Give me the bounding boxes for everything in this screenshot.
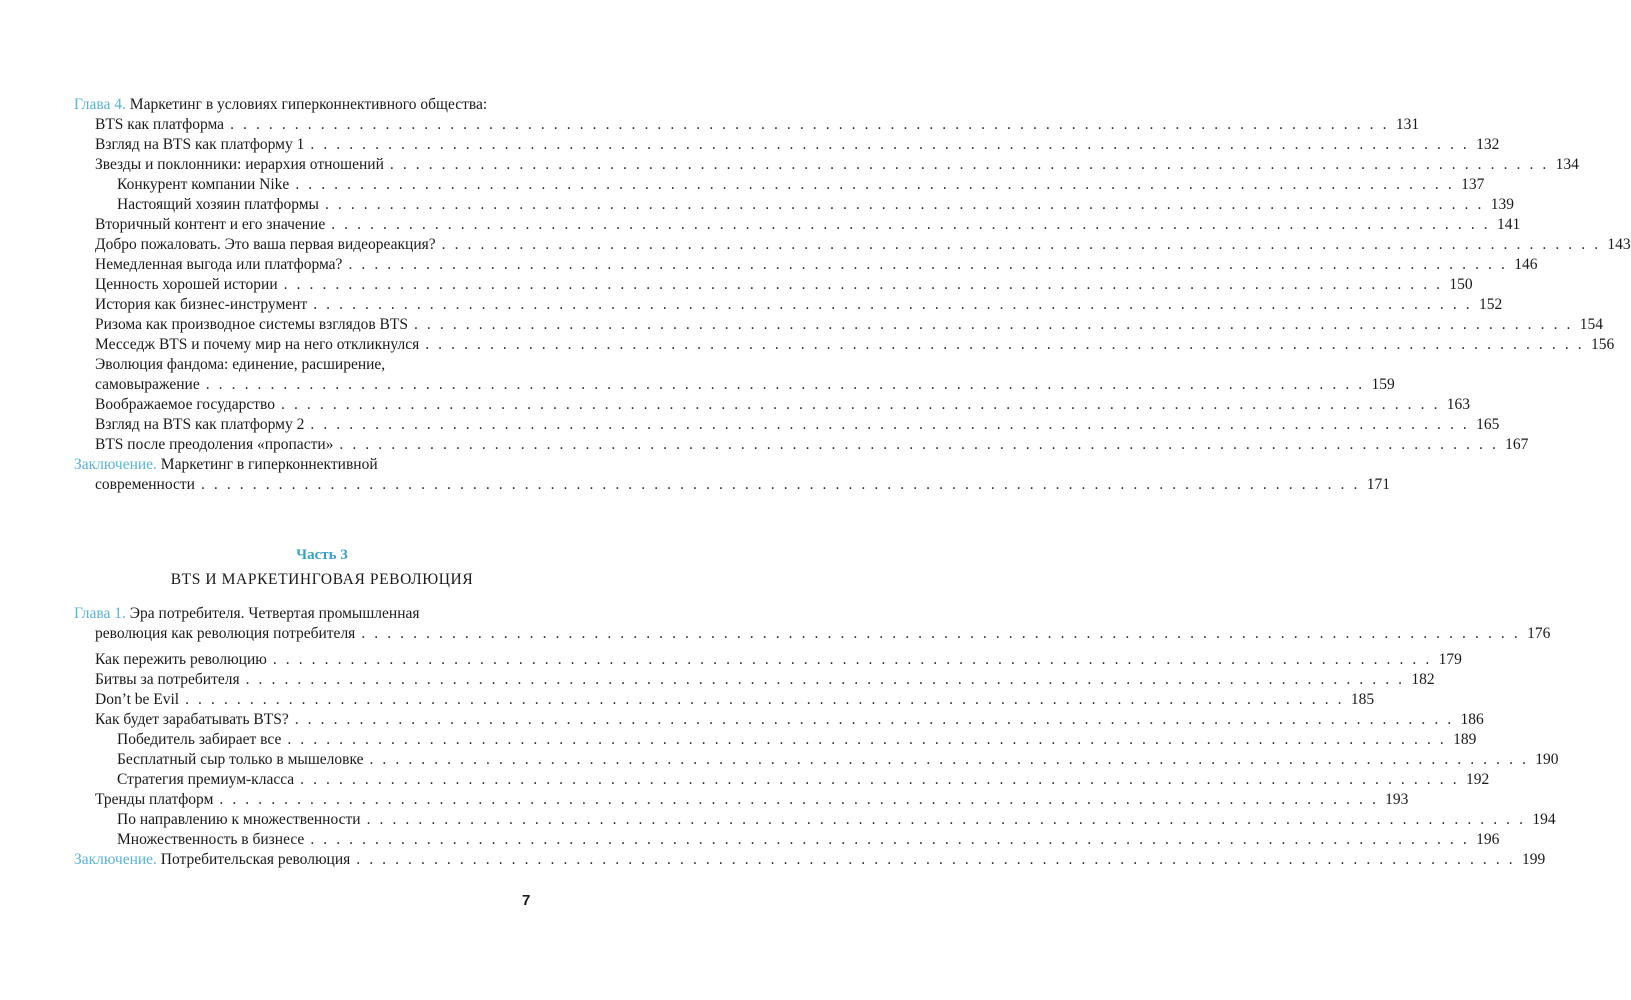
page-ref: 199 [1522,851,1546,868]
toc-entry [117,175,1485,195]
toc-entry [95,710,1484,730]
toc-entry [95,375,1395,395]
entry-title: Месседж BTS и почему мир на него откликнулся [95,336,420,353]
dot-leader: . . . . . . . . . . . . . . . . . . . . . . . . . . . . . . . . . . . . . . . . . . . . . . . . . . . . . . . . . . . . . . . . . . . . . . . . . . . . . . . . . . . . . . . . . . [281,396,1441,413]
entry-title: Взгляд на BTS как платформу 1 [95,136,305,153]
entry-title-text: Эволюция фандома: единение, расширение, [95,356,386,373]
dot-leader: . . . . . . . . . . . . . . . . . . . . . . . . . . . . . . . . . . . . . . . . . . . . . . . . . . . . . . . . . . . . . . . . . . . . . . . . . . . . . . . . . . . . . . . . . . [300,771,1460,788]
page-ref: 152 [1479,296,1503,313]
toc-entry [117,730,1477,750]
toc-entry [95,395,1471,415]
entry-title: Взгляд на BTS как платформу 2 [95,416,305,433]
dot-leader: . . . . . . . . . . . . . . . . . . . . . . . . . . . . . . . . . . . . . . . . . . . . . . . . . . . . . . . . . . . . . . . . . . . . . . . . . . . . . . . . . . . . . . . . . . [413,316,1574,333]
toc-entry [95,215,1521,235]
dot-leader: . . . . . . . . . . . . . . . . . . . . . . . . . . . . . . . . . . . . . . . . . . . . . . . . . . . . . . . . . . . . . . . . . . . . . . . . . . . . . . . . . . . . . . . . . . [425,336,1585,353]
dot-leader: . . . . . . . . . . . . . . . . . . . . . . . . . . . . . . . . . . . . . . . . . . . . . . . . . . . . . . . . . . . . . . . . . . . . . . . . . . . . . . . . . . . . . . . . . . [283,276,1443,293]
page-number: 7 [522,892,531,909]
page-ref: 141 [1497,216,1521,233]
page-ref: 193 [1385,791,1409,808]
entry-title: Настоящий хозяин платформы [117,196,319,213]
entry-title: Как будет зарабатывать BTS? [95,711,289,728]
entry-title-text: Маркетинг в условиях гиперконнективного общества: [129,96,488,113]
entry-title: Немедленная выгода или платформа? [95,256,343,273]
dot-leader: . . . . . . . . . . . . . . . . . . . . . . . . . . . . . . . . . . . . . . . . . . . . . . . . . . . . . . . . . . . . . . . . . . . . . . . . . . . . . . . . . . . . . . . . . . [295,176,1455,193]
toc-entry [117,810,1556,830]
dot-leader: . . . . . . . . . . . . . . . . . . . . . . . . . . . . . . . . . . . . . . . . . . . . . . . . . . . . . . . . . . . . . . . . . . . . . . . . . . . . . . . . . . . . . . . . . . [441,236,1601,253]
toc-entry [95,315,1604,335]
toc-entry [95,255,1538,275]
dot-leader: . . . . . . . . . . . . . . . . . . . . . . . . . . . . . . . . . . . . . . . . . . . . . . . . . . . . . . . . . . . . . . . . . . . . . . . . . . . . . . . . . . . . . . . . . . [230,116,1390,133]
dot-leader: . . . . . . . . . . . . . . . . . . . . . . . . . . . . . . . . . . . . . . . . . . . . . . . . . . . . . . . . . . . . . . . . . . . . . . . . . . . . . . . . . . . . . . . . . . [389,156,1549,173]
toc-entry [95,435,1529,455]
toc-entry [95,115,1420,135]
chapter-label: Глава 1. [74,605,126,622]
entry-title: Тренды платформ [95,791,214,808]
dot-leader: . . . . . . . . . . . . . . . . . . . . . . . . . . . . . . . . . . . . . . . . . . . . . . . . . . . . . . . . . . . . . . . . . . . . . . . . . . . . . . . . . . . . . . . . . . [219,791,1379,808]
entry-title: История как бизнес-инструмент [95,296,308,313]
page-ref: 143 [1607,236,1631,253]
dot-leader: . . . . . . . . . . . . . . . . . . . . . . . . . . . . . . . . . . . . . . . . . . . . . . . . . . . . . . . . . . . . . . . . . . . . . . . . . . . . . . . . . . . . . . . . . . [310,831,1470,848]
toc-entry [95,295,1503,315]
chapter-label: Заключение. [74,851,157,868]
toc-entry [117,830,1500,850]
page-ref: 165 [1476,416,1500,433]
conclusion-entry [95,475,1390,495]
page-ref: 196 [1476,831,1500,848]
page-ref: 167 [1505,436,1529,453]
toc-entry [95,670,1435,690]
page-ref: 139 [1490,196,1514,213]
entry-title: Конкурент компании Nike [117,176,290,193]
entry-title: Битвы за потребителя [95,671,240,688]
page-ref: 179 [1438,651,1462,668]
page-ref: 134 [1555,156,1579,173]
dot-leader: . . . . . . . . . . . . . . . . . . . . . . . . . . . . . . . . . . . . . . . . . . . . . . . . . . . . . . . . . . . . . . . . . . . . . . . . . . . . . . . . . . . . . . . . . . [361,625,1521,642]
toc-entry [95,790,1409,810]
page-ref: 150 [1449,276,1473,293]
chapter-label: Глава 4. [74,96,126,113]
entry-title: революция как революция потребителя [95,625,356,642]
entry-title: Don’t be Evil [95,691,180,708]
entry-title: современности [95,476,195,493]
page-ref: 186 [1460,711,1484,728]
toc-entry-line1 [95,355,385,375]
entry-title: Вторичный контент и его значение [95,216,326,233]
chapter-heading-line2 [95,624,1551,644]
entry-title: BTS как платформа [95,116,225,133]
toc-entry [95,135,1500,155]
chapter-heading [74,604,420,624]
toc-entry [95,275,1473,295]
toc-entry [117,770,1490,790]
entry-title-text: Маркетинг в гиперконнективной [160,456,378,473]
page-ref: 176 [1527,625,1551,642]
entry-title: Победитель забирает все [117,731,282,748]
dot-leader: . . . . . . . . . . . . . . . . . . . . . . . . . . . . . . . . . . . . . . . . . . . . . . . . . . . . . . . . . . . . . . . . . . . . . . . . . . . . . . . . . . . . . . . . . . [185,691,1345,708]
part-title: BTS И МАРКЕТИНГОВАЯ РЕВОЛЮЦИЯ [170,571,474,588]
entry-title: Ценность хорошей истории [95,276,278,293]
toc-entry [95,335,1615,355]
dot-leader: . . . . . . . . . . . . . . . . . . . . . . . . . . . . . . . . . . . . . . . . . . . . . . . . . . . . . . . . . . . . . . . . . . . . . . . . . . . . . . . . . . . . . . . . . . [287,731,1447,748]
entry-title: По направлению к множественности [117,811,361,828]
dot-leader: . . . . . . . . . . . . . . . . . . . . . . . . . . . . . . . . . . . . . . . . . . . . . . . . . . . . . . . . . . . . . . . . . . . . . . . . . . . . . . . . . . . . . . . . . . [294,711,1454,728]
toc-entry [95,650,1462,670]
entry-title: Стратегия премиум-класса [117,771,295,788]
dot-leader: . . . . . . . . . . . . . . . . . . . . . . . . . . . . . . . . . . . . . . . . . . . . . . . . . . . . . . . . . . . . . . . . . . . . . . . . . . . . . . . . . . . . . . . . . . [310,416,1470,433]
dot-leader: . . . . . . . . . . . . . . . . . . . . . . . . . . . . . . . . . . . . . . . . . . . . . . . . . . . . . . . . . . . . . . . . . . . . . . . . . . . . . . . . . . . . . . . . . . [310,136,1470,153]
page-ref: 156 [1591,336,1615,353]
dot-leader: . . . . . . . . . . . . . . . . . . . . . . . . . . . . . . . . . . . . . . . . . . . . . . . . . . . . . . . . . . . . . . . . . . . . . . . . . . . . . . . . . . . . . . . . . . [324,196,1484,213]
entry-title: Звезды и поклонники: иерархия отношений [95,156,384,173]
page-ref: 192 [1465,771,1490,788]
entry-title-text: Эра потребителя. Четвертая промышленная [129,605,420,622]
entry-title: Добро пожаловать. Это ваша первая видеореакция? [95,236,436,253]
part-label: Часть 3 [296,547,348,563]
dot-leader: . . . . . . . . . . . . . . . . . . . . . . . . . . . . . . . . . . . . . . . . . . . . . . . . . . . . . . . . . . . . . . . . . . . . . . . . . . . . . . . . . . . . . . . . . . [331,216,1491,233]
page-ref: 189 [1453,731,1477,748]
page-ref: 159 [1371,376,1395,393]
page-ref: 137 [1461,176,1485,193]
dot-leader: . . . . . . . . . . . . . . . . . . . . . . . . . . . . . . . . . . . . . . . . . . . . . . . . . . . . . . . . . . . . . . . . . . . . . . . . . . . . . . . . . . . . . . . . . . [348,256,1508,273]
dot-leader: . . . . . . . . . . . . . . . . . . . . . . . . . . . . . . . . . . . . . . . . . . . . . . . . . . . . . . . . . . . . . . . . . . . . . . . . . . . . . . . . . . . . . . . . . . [366,811,1526,828]
page-ref: 132 [1476,136,1500,153]
dot-leader: . . . . . . . . . . . . . . . . . . . . . . . . . . . . . . . . . . . . . . . . . . . . . . . . . . . . . . . . . . . . . . . . . . . . . . . . . . . . . . . . . . . . . . . . . . [339,436,1499,453]
entry-title: BTS после преодоления «пропасти» [95,436,334,453]
entry-title [74,850,350,870]
toc-entry [95,690,1375,710]
entry-title: Воображаемое государство [95,396,276,413]
page-ref: 154 [1579,316,1604,333]
entry-title: Множественность в бизнесе [117,831,305,848]
dot-leader: . . . . . . . . . . . . . . . . . . . . . . . . . . . . . . . . . . . . . . . . . . . . . . . . . . . . . . . . . . . . . . . . . . . . . . . . . . . . . . . . . . . . . . . . . . [205,376,1365,393]
toc-entry [95,235,1631,255]
toc-entry [117,750,1559,770]
conclusion-heading [74,455,378,475]
dot-leader: . . . . . . . . . . . . . . . . . . . . . . . . . . . . . . . . . . . . . . . . . . . . . . . . . . . . . . . . . . . . . . . . . . . . . . . . . . . . . . . . . . . . . . . . . . [369,751,1529,768]
conclusion-entry [74,850,1546,870]
dot-leader: . . . . . . . . . . . . . . . . . . . . . . . . . . . . . . . . . . . . . . . . . . . . . . . . . . . . . . . . . . . . . . . . . . . . . . . . . . . . . . . . . . . . . . . . . . [313,296,1473,313]
page-ref: 190 [1535,751,1559,768]
toc-entry [117,195,1514,215]
dot-leader: . . . . . . . . . . . . . . . . . . . . . . . . . . . . . . . . . . . . . . . . . . . . . . . . . . . . . . . . . . . . . . . . . . . . . . . . . . . . . . . . . . . . . . . . . . [245,671,1405,688]
page-ref: 185 [1350,691,1375,708]
page-ref: 131 [1395,116,1420,133]
dot-leader: . . . . . . . . . . . . . . . . . . . . . . . . . . . . . . . . . . . . . . . . . . . . . . . . . . . . . . . . . . . . . . . . . . . . . . . . . . . . . . . . . . . . . . . . . . [272,651,1432,668]
entry-title: самовыражение [95,376,200,393]
chapter-heading [74,95,487,115]
page-ref: 146 [1514,256,1538,273]
entry-title: Ризома как производное системы взглядов BTS [95,316,408,333]
toc-entry [95,155,1579,175]
page-ref: 163 [1446,396,1471,413]
page-ref: 194 [1532,811,1556,828]
entry-title: Как пережить революцию [95,651,267,668]
page-ref: 171 [1366,476,1390,493]
dot-leader: . . . . . . . . . . . . . . . . . . . . . . . . . . . . . . . . . . . . . . . . . . . . . . . . . . . . . . . . . . . . . . . . . . . . . . . . . . . . . . . . . . . . . . . . . . [200,476,1360,493]
toc-entry [95,415,1500,435]
entry-title: Бесплатный сыр только в мышеловке [117,751,364,768]
entry-title-text: Потребительская революция [160,851,351,868]
page-ref: 182 [1411,671,1435,688]
chapter-label: Заключение. [74,456,157,473]
dot-leader: . . . . . . . . . . . . . . . . . . . . . . . . . . . . . . . . . . . . . . . . . . . . . . . . . . . . . . . . . . . . . . . . . . . . . . . . . . . . . . . . . . . . . . . . . . [356,851,1516,868]
